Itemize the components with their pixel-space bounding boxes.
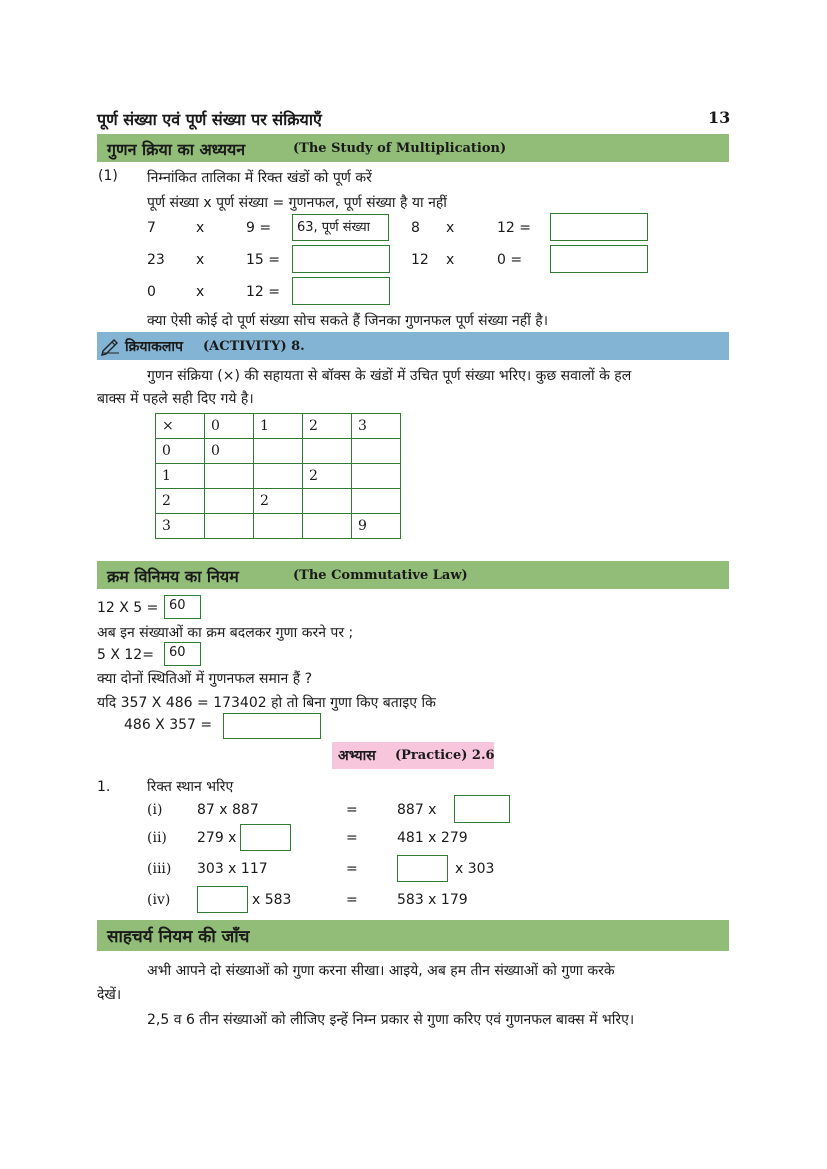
equation: 12 X 5 = bbox=[97, 600, 159, 616]
section-title-hindi: गुणन क्रिया का अध्ययन bbox=[107, 140, 246, 159]
equals-sign: = bbox=[346, 830, 358, 846]
table-cell[interactable] bbox=[254, 439, 303, 464]
answer-box[interactable] bbox=[397, 855, 448, 882]
table-cell: × bbox=[156, 414, 205, 439]
operand: 9 = bbox=[246, 220, 272, 236]
operator: x bbox=[196, 220, 205, 236]
question-number: 1. bbox=[97, 779, 111, 795]
table-row bbox=[156, 489, 401, 514]
operand: 0 bbox=[147, 284, 156, 300]
operand: 0 = bbox=[497, 252, 523, 268]
table-cell: 1 bbox=[254, 414, 303, 439]
table-cell: 1 bbox=[156, 464, 205, 489]
item-left: 87 x 887 bbox=[197, 802, 259, 818]
section-title-hindi: क्रम विनिमय का नियम bbox=[107, 567, 239, 586]
table-cell[interactable]: 2 bbox=[254, 489, 303, 514]
answer-box[interactable]: 63, पूर्ण संख्या bbox=[292, 214, 389, 241]
activity-bar bbox=[97, 332, 729, 360]
table-row bbox=[156, 414, 401, 439]
equals-sign: = bbox=[346, 892, 358, 908]
item-number: (iv) bbox=[147, 892, 171, 908]
answer-box[interactable] bbox=[197, 886, 248, 913]
rule-text: पूर्ण संख्या x पूर्ण संख्या = गुणनफल, पूर्ण संख्या है या नहीं bbox=[147, 195, 447, 211]
instruction-text: रिक्त स्थान भरिए bbox=[147, 779, 234, 795]
instruction-text: निम्नांकित तालिका में रिक्त खंडों को पूर्ण करें bbox=[147, 170, 372, 186]
section-bar-associative bbox=[97, 920, 729, 951]
table-cell[interactable] bbox=[254, 514, 303, 539]
body-text: अब इन संख्याओं का क्रम बदलकर गुणा करने पर ; bbox=[97, 625, 354, 641]
answer-box[interactable]: 60 bbox=[164, 595, 201, 619]
running-title: पूर्ण संख्या एवं पूर्ण संख्या पर संक्रियाएँ bbox=[97, 110, 322, 129]
operand: 8 bbox=[411, 220, 420, 236]
table-cell: 2 bbox=[156, 489, 205, 514]
item-right: 583 x 179 bbox=[397, 892, 468, 908]
answer-box[interactable] bbox=[454, 795, 510, 823]
practice-label-english: (Practice) 2.6 bbox=[395, 748, 495, 763]
equation: 5 X 12= bbox=[97, 647, 154, 663]
table-cell[interactable] bbox=[303, 489, 352, 514]
operator: x bbox=[196, 252, 205, 268]
answer-box[interactable] bbox=[292, 245, 390, 273]
table-cell[interactable]: 0 bbox=[205, 439, 254, 464]
activity-text: बाक्स में पहले सही दिए गये है। bbox=[97, 391, 254, 407]
item-number: (iii) bbox=[147, 861, 172, 877]
item-number: (i) bbox=[147, 802, 163, 818]
operator: x bbox=[446, 252, 455, 268]
question-number: (1) bbox=[98, 168, 118, 184]
section-bar-commutative bbox=[97, 561, 729, 589]
answer-box[interactable]: 60 bbox=[164, 642, 201, 666]
table-cell[interactable]: 9 bbox=[352, 514, 401, 539]
table-cell[interactable] bbox=[254, 464, 303, 489]
operand: 12 = bbox=[246, 284, 280, 300]
page-number: 13 bbox=[708, 108, 731, 127]
table-cell[interactable] bbox=[205, 489, 254, 514]
table-cell[interactable] bbox=[303, 514, 352, 539]
item-left: x 583 bbox=[252, 892, 292, 908]
item-left: 279 x bbox=[197, 830, 237, 846]
table-cell[interactable] bbox=[352, 439, 401, 464]
answer-box[interactable] bbox=[240, 824, 291, 851]
table-cell[interactable] bbox=[352, 489, 401, 514]
body-text: यदि 357 X 486 = 173402 हो तो बिना गुणा किए बताइए कि bbox=[97, 695, 436, 711]
body-text: 2,5 व 6 तीन संख्याओं को लीजिए इन्हें निम्न प्रकार से गुणा करिए एवं गुणनफल बाक्स में भरिए। bbox=[147, 1012, 635, 1028]
body-text: अभी आपने दो संख्याओं को गुणा करना सीखा। आइये, अब हम तीन संख्याओं को गुणा करके bbox=[147, 963, 615, 979]
pencil-icon bbox=[101, 336, 121, 360]
item-right: 481 x 279 bbox=[397, 830, 468, 846]
multiplication-table bbox=[155, 413, 401, 539]
body-text: देखें। bbox=[97, 987, 122, 1003]
answer-box[interactable] bbox=[550, 213, 648, 241]
answer-box[interactable] bbox=[223, 713, 321, 739]
table-cell[interactable] bbox=[205, 464, 254, 489]
operand: 23 bbox=[147, 252, 165, 268]
section-title-hindi: साहचर्य नियम की जाँच bbox=[107, 927, 250, 947]
table-cell[interactable] bbox=[303, 439, 352, 464]
operand: 12 = bbox=[497, 220, 531, 236]
activity-text: गुणन संक्रिया (×) की सहायता से बॉक्स के खंडों में उचित पूर्ण संख्या भरिए। कुछ सवालों के हल bbox=[147, 368, 632, 384]
operator: x bbox=[446, 220, 455, 236]
section-bar-multiplication bbox=[97, 134, 729, 162]
table-cell: 3 bbox=[156, 514, 205, 539]
equals-sign: = bbox=[346, 861, 358, 877]
item-number: (ii) bbox=[147, 830, 167, 846]
equals-sign: = bbox=[346, 802, 358, 818]
answer-box[interactable] bbox=[292, 277, 390, 305]
table-cell[interactable] bbox=[352, 464, 401, 489]
table-cell[interactable] bbox=[205, 514, 254, 539]
operand: 15 = bbox=[246, 252, 280, 268]
table-cell: 2 bbox=[303, 414, 352, 439]
table-row bbox=[156, 439, 401, 464]
item-right: x 303 bbox=[455, 861, 495, 877]
item-right: 887 x bbox=[397, 802, 437, 818]
practice-label bbox=[332, 742, 494, 769]
table-cell[interactable]: 2 bbox=[303, 464, 352, 489]
table-cell: 3 bbox=[352, 414, 401, 439]
body-text: क्या दोनों स्थितिओं में गुणनफल समान हैं ? bbox=[97, 671, 313, 687]
item-left: 303 x 117 bbox=[197, 861, 268, 877]
table-row bbox=[156, 464, 401, 489]
operator: x bbox=[196, 284, 205, 300]
table-cell: 0 bbox=[205, 414, 254, 439]
section-title-english: (The Study of Multiplication) bbox=[293, 141, 507, 156]
table-cell: 0 bbox=[156, 439, 205, 464]
section-title-english: (The Commutative Law) bbox=[293, 568, 468, 583]
equation: 486 X 357 = bbox=[124, 717, 213, 733]
operand: 12 bbox=[411, 252, 429, 268]
operand: 7 bbox=[147, 220, 156, 236]
answer-box[interactable] bbox=[550, 245, 648, 273]
question-text: क्या ऐसी कोई दो पूर्ण संख्या सोच सकते हैं जिनका गुणनफल पूर्ण संख्या नहीं है। bbox=[147, 313, 549, 329]
table-row bbox=[156, 514, 401, 539]
activity-title-hindi: क्रियाकलाप bbox=[125, 339, 183, 355]
practice-label-hindi: अभ्यास bbox=[338, 748, 376, 764]
activity-title-english: (ACTIVITY) 8. bbox=[203, 339, 305, 354]
